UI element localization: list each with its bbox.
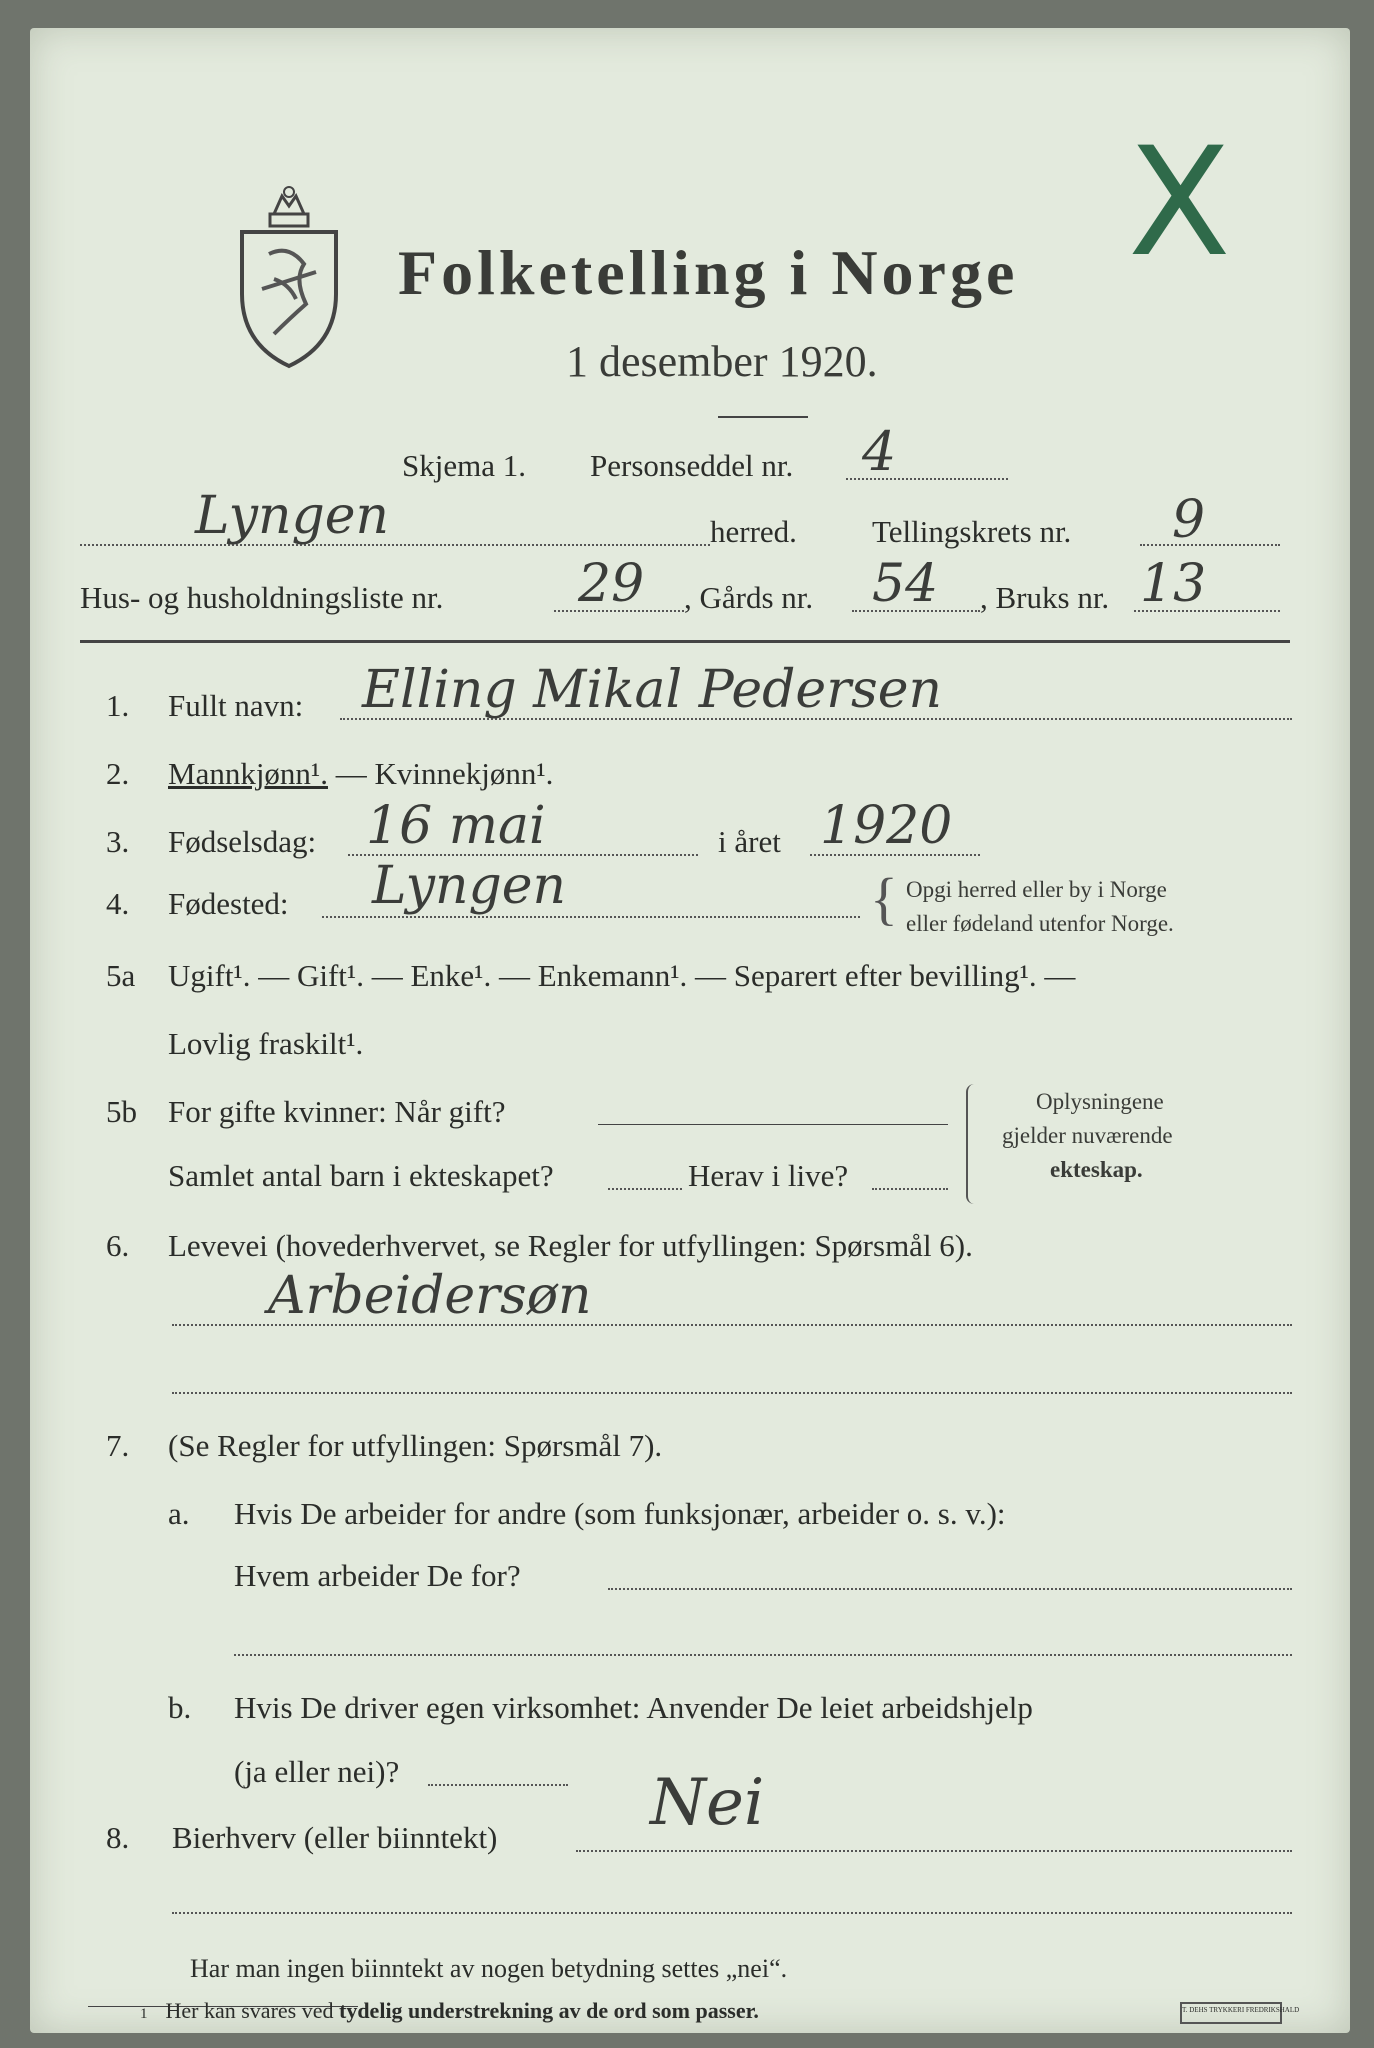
q5b-note-line1: Oplysningene [1036,1089,1164,1114]
footnote-text: Her kan svares ved [165,1998,339,2023]
q5b-note-line2 [1002,1120,1173,1152]
q3-label: Fødselsdag: [168,824,317,859]
bottom-note: Har man ingen biinntekt av nogen betydning settes „nei“. [190,1954,788,1983]
herred-label: herred. [710,514,797,549]
herred-line [80,544,710,546]
gards-label: , Gårds nr. [684,580,814,615]
census-form-sheet [30,28,1350,2033]
q7b-answer-line [428,1784,568,1786]
q8-line2 [172,1912,1292,1914]
q7a-answer-line2 [234,1654,1292,1656]
schema-label: Skjema 1. [402,448,526,483]
q6-occupation-value[interactable]: Arbeidersøn [268,1266,592,1326]
q8-side-income-value[interactable]: Nei [650,1766,765,1840]
q4-birthplace-value[interactable]: Lyngen [372,856,567,916]
q6-line2 [172,1392,1292,1394]
coat-of-arms-icon [234,184,344,369]
q4-note-line2: eller fødeland utenfor Norge. [906,911,1174,936]
q7-number: 7. [106,1428,130,1463]
herred-value[interactable]: Lyngen [195,486,390,546]
handwritten-x-mark: X [1128,116,1231,290]
q7b-letter: b. [168,1690,192,1725]
q4-number: 4. [106,886,130,921]
q7-label: (Se Regler for utfyllingen: Spørsmål 7). [168,1428,663,1463]
personseddel-label: Personseddel nr. [590,448,794,483]
q5b-alive-line [872,1188,948,1190]
q1-number: 1. [106,688,130,723]
q2-options [168,756,553,792]
q5b-married-when-line [598,1124,948,1125]
census-date: 1 desember 1920. [566,337,878,386]
tellingskrets-label: Tellingskrets nr. [872,514,1072,549]
husliste-label: Hus- og husholdningsliste nr. [80,580,444,615]
q3-number: 3. [106,824,130,859]
q2-number: 2. [106,756,130,791]
q4-line [322,916,860,918]
q7a-answer-line [608,1588,1292,1590]
q5b-note-line3: ekteskap. [1050,1157,1143,1182]
q6-label: Levevei (hovederhvervet, se Regler for utfyllingen: Spørsmål 6). [168,1228,973,1263]
q2-mannkjonn-option[interactable]: Mannkjønn¹. [168,756,328,791]
form-title: Folketelling i Norge [398,237,1019,308]
q5b-bracket [966,1084,978,1204]
q8-line [576,1850,1292,1852]
footnote [140,1998,759,2024]
q7a-letter: a. [168,1496,190,1531]
bruks-label: , Bruks nr. [980,580,1110,615]
q4-note-line1: Opgi herred eller by i Norge [906,877,1167,902]
q5b-children-label: Samlet antal barn i ekteskapet? [168,1158,554,1193]
q8-number: 8. [106,1820,130,1855]
q5b-number: 5b [106,1094,137,1129]
q5a-number: 5a [106,958,136,993]
q3-year-label: i året [718,824,781,859]
q5b-alive-label: Herav i live? [688,1158,849,1193]
printer-stamp [1180,2002,1300,2024]
footnote-bold-text: tydelig understrekning av de ord som passer. [339,1998,759,2023]
q7b-line1: Hvis De driver egen virksomhet: Anvender De leiet arbeidshjelp [234,1690,1033,1725]
footnote-number: 1 [140,2006,148,2022]
q4-brace: { [870,866,898,931]
printer-stamp-text: T. DEHS TRYKKERI FREDRIKSHALD [1182,2006,1300,2014]
tellingskrets-line [1140,544,1280,546]
q2-separator: — [327,756,375,791]
header-divider [80,640,1290,643]
q3-birthday-value[interactable]: 16 mai [366,796,546,856]
q3-year-value[interactable]: 1920 [820,796,953,856]
q6-number: 6. [106,1228,130,1263]
q1-label: Fullt navn: [168,688,304,723]
bruks-value[interactable]: 13 [1140,554,1207,614]
q8-label: Bierhverv (eller biinntekt) [172,1820,498,1855]
q7a-line2: Hvem arbeider De for? [234,1558,521,1593]
q5b-married-when-label: For gifte kvinner: Når gift? [168,1094,506,1129]
q7a-line1: Hvis De arbeider for andre (som funksjonær, arbeider o. s. v.): [234,1496,1006,1531]
title-rule [718,416,808,418]
q1-full-name-value[interactable]: Elling Mikal Pedersen [362,660,942,720]
q4-label: Fødested: [168,886,289,921]
tellingskrets-value[interactable]: 9 [1172,490,1206,550]
husliste-value[interactable]: 29 [578,554,645,614]
q2-kvinnekjonn-option[interactable]: Kvinnekjønn¹. [374,756,554,791]
q5a-options-line1[interactable]: Ugift¹. — Gift¹. — Enke¹. — Enkemann¹. — Separert efter bevilling¹. — [168,958,1076,993]
q5b-note-line2-text: gjelder nuværende [1002,1123,1173,1148]
personseddel-value[interactable]: 4 [862,420,897,483]
q7b-line2: (ja eller nei)? [234,1754,400,1789]
q5b-children-line [608,1188,682,1190]
q5a-options-line2[interactable]: Lovlig fraskilt¹. [168,1026,364,1061]
gards-value[interactable]: 54 [872,554,939,614]
